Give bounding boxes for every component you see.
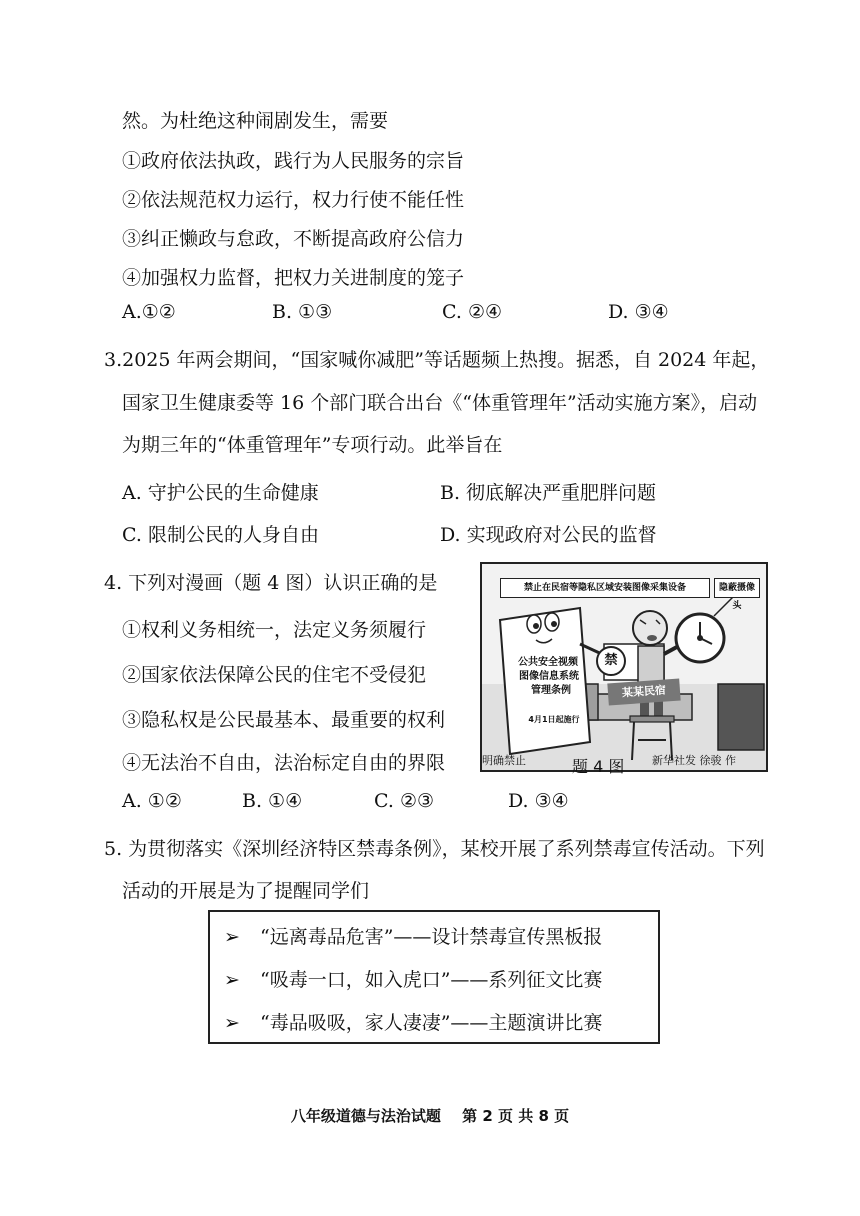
activity-row bbox=[224, 965, 602, 992]
arrow-icon: ➢ bbox=[224, 969, 240, 991]
figure-sign: 某某民宿 bbox=[607, 679, 680, 706]
q4-option-a: A. ①② bbox=[122, 790, 182, 812]
q5-line-2: 活动的开展是为了提醒同学们 bbox=[122, 880, 370, 902]
activity-text: “远离毒品危害”——设计禁毒宣传黑板报 bbox=[260, 926, 603, 948]
q3-option-b: B. 彻底解决严重肥胖问题 bbox=[440, 482, 657, 504]
q3-option-d: D. 实现政府对公民的监督 bbox=[440, 524, 657, 546]
figure-banner: 禁止在民宿等隐私区域安装图像采集设备 bbox=[500, 578, 710, 598]
q4-option-b: B. ①④ bbox=[242, 790, 303, 812]
page-footer bbox=[0, 1105, 860, 1126]
q2-option-a: A.①② bbox=[122, 301, 176, 323]
q2-option-c: C. ②④ bbox=[442, 301, 503, 323]
q4-option-d: D. ③④ bbox=[508, 790, 569, 812]
arrow-icon: ➢ bbox=[224, 1012, 240, 1034]
q3-option-a: A. 守护公民的生命健康 bbox=[122, 482, 319, 504]
q2-stem-tail: 然。为杜绝这种闹剧发生，需要 bbox=[122, 110, 389, 132]
q4-option-c: C. ②③ bbox=[374, 790, 435, 812]
figure-book-line-2: 图像信息系统 bbox=[519, 671, 579, 682]
q2-option-b: B. ①③ bbox=[272, 301, 333, 323]
q2-item-1: ①政府依法执政，践行为人民服务的宗旨 bbox=[122, 150, 465, 172]
q4-item-4: ④无法治不自由，法治标定自由的界限 bbox=[122, 752, 446, 774]
activity-row bbox=[224, 1008, 602, 1035]
activity-text: “吸毒一口，如入虎口”——系列征文比赛 bbox=[260, 969, 603, 991]
cartoon-figure bbox=[480, 562, 768, 772]
figure-book-date: 4月1日起施行 bbox=[528, 715, 580, 724]
q3-line-2: 国家卫生健康委等 16 个部门联合出台《“体重管理年”活动实施方案》，启动 bbox=[122, 392, 758, 414]
q4-stem: 4. 下列对漫画（题 4 图）认识正确的是 bbox=[104, 572, 438, 594]
q3-line-3: 为期三年的“体重管理年”专项行动。此举旨在 bbox=[122, 434, 503, 456]
q5-line-1: 5. 为贯彻落实《深圳经济特区禁毒条例》，某校开展了系列禁毒宣传活动。下列 bbox=[104, 838, 765, 860]
footer-subject: 八年级道德与法治试题 bbox=[290, 1107, 441, 1125]
activity-row bbox=[224, 922, 602, 949]
q4-item-2: ②国家依法保障公民的住宅不受侵犯 bbox=[122, 664, 427, 686]
arrow-icon: ➢ bbox=[224, 926, 240, 948]
q4-item-1: ①权利义务相统一，法定义务须履行 bbox=[122, 619, 427, 641]
footer-page-number: 第 2 页 共 8 页 bbox=[462, 1107, 570, 1125]
figure-book-line-3: 管理条例 bbox=[531, 685, 571, 696]
q3-option-c: C. 限制公民的人身自由 bbox=[122, 524, 319, 546]
q2-item-3: ③纠正懒政与怠政，不断提高政府公信力 bbox=[122, 228, 465, 250]
activity-text: “毒品吸吸，家人凄凄”——主题演讲比赛 bbox=[260, 1012, 603, 1034]
figure-caption-right: 新华社发 徐骏 作 bbox=[652, 754, 736, 767]
figure-book-line-1: 公共安全视频 bbox=[518, 657, 578, 668]
q4-item-3: ③隐私权是公民最基本、最重要的权利 bbox=[122, 709, 446, 731]
q2-item-2: ②依法规范权力运行，权力行使不能任性 bbox=[122, 189, 465, 211]
activity-box bbox=[208, 910, 660, 1044]
figure-caption-left: 明确禁止 bbox=[482, 754, 526, 767]
figure-camera-label: 隐蔽摄像头 bbox=[714, 578, 760, 598]
q2-option-d: D. ③④ bbox=[608, 301, 669, 323]
figure-ban-badge: 禁 bbox=[596, 646, 626, 676]
figure-caption: 题 4 图 bbox=[572, 757, 625, 776]
q3-line-1: 3.2025 年两会期间，“国家喊你减肥”等话题频上热搜。据悉，自 2024 年起， bbox=[104, 349, 770, 371]
q2-item-4: ④加强权力监督，把权力关进制度的笼子 bbox=[122, 267, 465, 289]
